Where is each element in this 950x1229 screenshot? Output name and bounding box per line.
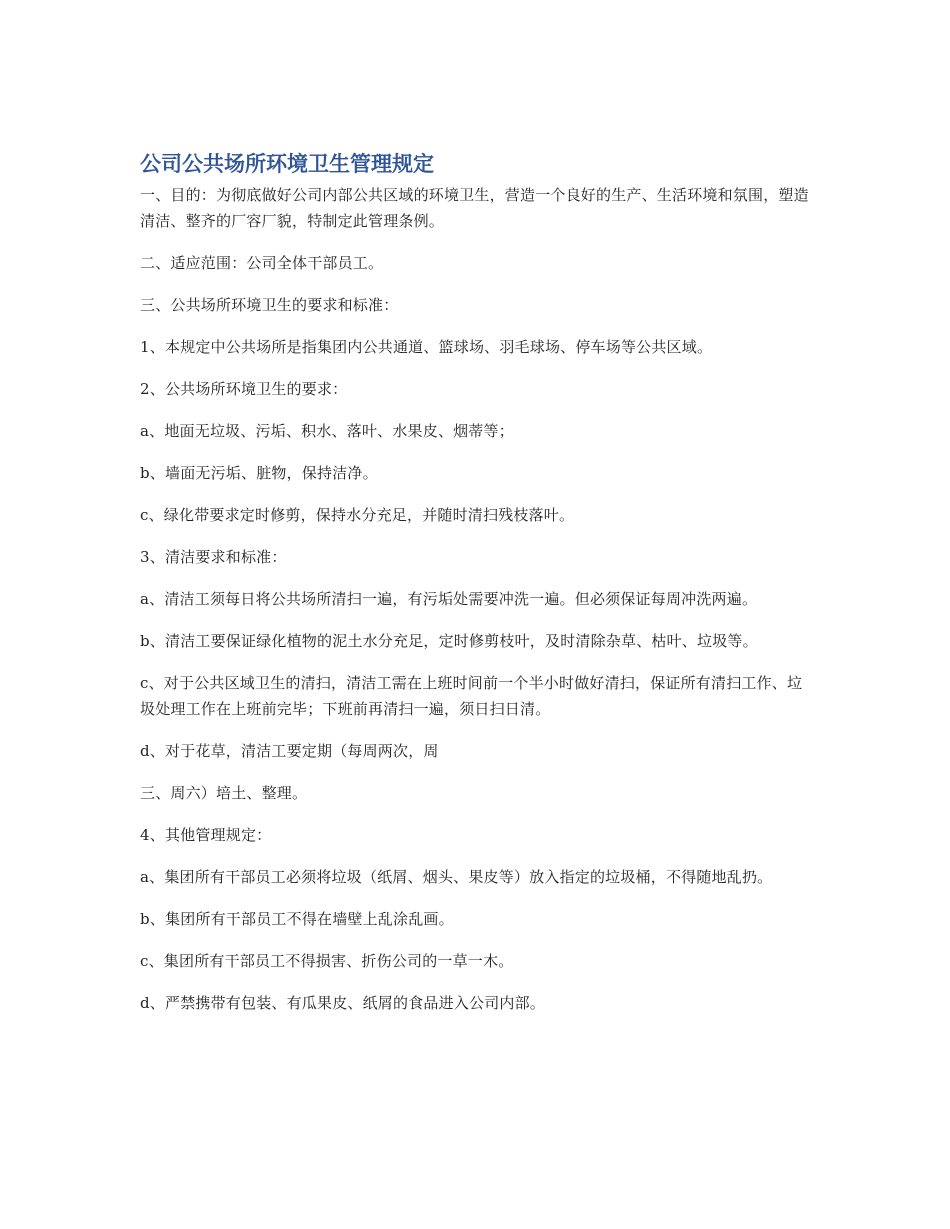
paragraph-item-3d-continued: 三、周六）培土、整理。 [140,784,308,802]
paragraph-item-3a: a、清洁工须每日将公共场所清扫一遍，有污垢处需要冲洗一遍。但必须保证每周冲洗两遍。 [140,590,758,608]
paragraph-item-2-heading: 2、公共场所环境卫生的要求： [140,380,348,398]
document-title: 公司公共场所环境卫生管理规定 [140,152,434,176]
paragraph-section-3-heading: 三、公共场所环境卫生的要求和标准： [140,296,399,314]
paragraph-item-4-heading: 4、其他管理规定： [140,826,272,844]
paragraph-item-4c: c、集团所有干部员工不得损害、折伤公司的一草一木。 [140,952,514,970]
paragraph-item-3-heading: 3、清洁要求和标准： [140,548,287,566]
document-page [140,150,812,1032]
paragraph-item-3d: d、对于花草，清洁工要定期（每周两次，周 [140,742,439,760]
paragraph-scope: 二、适应范围：公司全体干部员工。 [140,254,384,272]
paragraph-item-2a: a、地面无垃圾、污垢、积水、落叶、水果皮、烟蒂等； [140,422,514,440]
paragraph-item-2c: c、绿化带要求定时修剪，保持水分充足，并随时清扫残枝落叶。 [140,506,575,524]
paragraph-purpose: 一、目的：为彻底做好公司内部公共区域的环境卫生，营造一个良好的生产、生活环境和氛围，塑造清洁、整齐的厂容厂貌，特制定此管理条例。 [140,186,809,230]
paragraph-item-4b: b、集团所有干部员工不得在墙壁上乱涂乱画。 [140,910,454,928]
paragraph-item-1: 1、本规定中公共场所是指集团内公共通道、篮球场、羽毛球场、停车场等公共区域。 [140,338,713,356]
paragraph-item-3c: c、对于公共区域卫生的清扫，清洁工需在上班时间前一个半小时做好清扫，保证所有清扫工作、垃圾处理工作在上班前完毕；下班前再清扫一遍，须日扫日清。 [140,674,803,718]
paragraph-item-3b: b、清洁工要保证绿化植物的泥土水分充足，定时修剪枝叶，及时清除杂草、枯叶、垃圾等。 [140,632,758,650]
paragraph-item-4d: d、严禁携带有包装、有瓜果皮、纸屑的食品进入公司内部。 [140,994,546,1012]
paragraph-item-2b: b、墙面无污垢、脏物，保持洁净。 [140,464,378,482]
paragraph-item-4a: a、集团所有干部员工必须将垃圾（纸屑、烟头、果皮等）放入指定的垃圾桶，不得随地乱扔。 [140,868,773,886]
